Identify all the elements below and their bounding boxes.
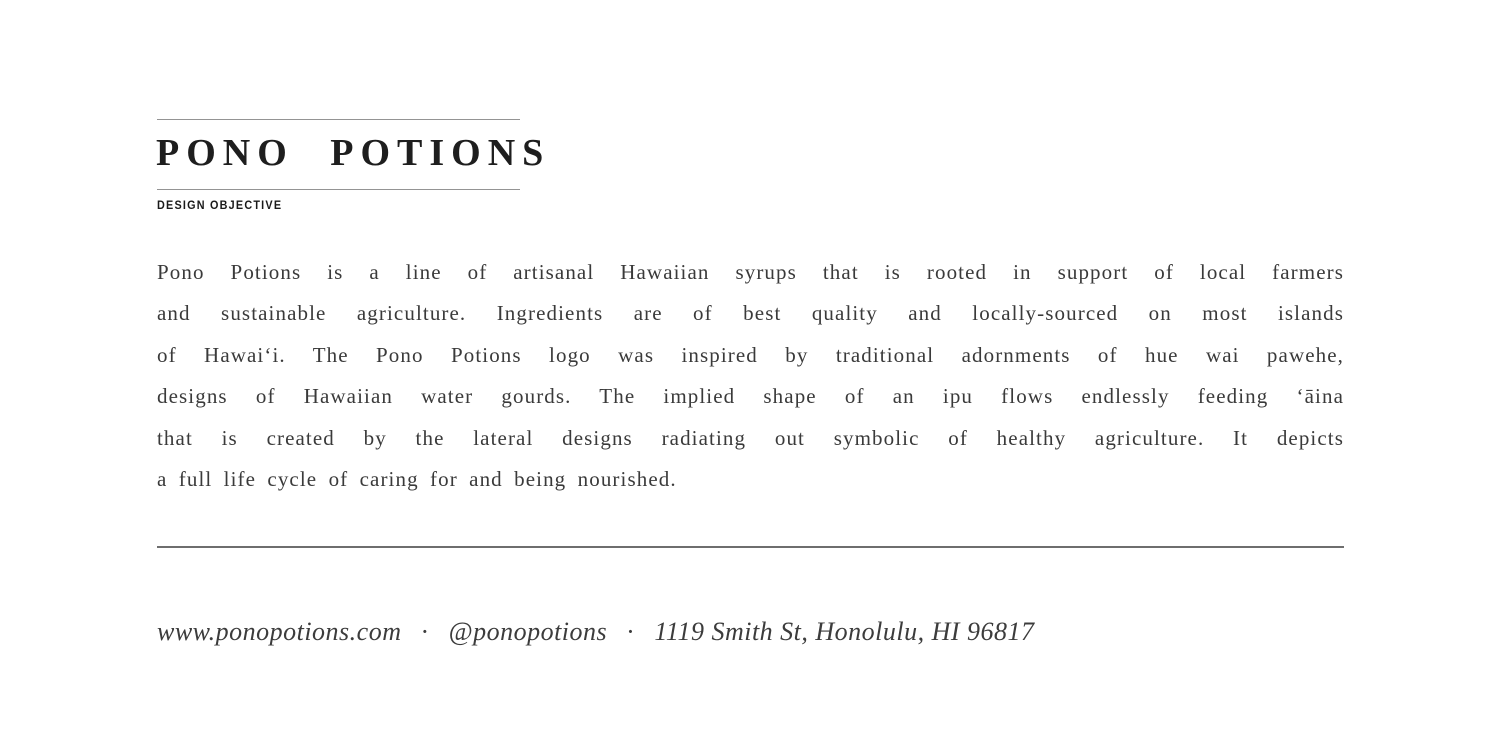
paragraph-line: a full life cycle of caring for and being nourished.	[157, 467, 677, 492]
footer-divider	[157, 546, 1344, 548]
separator-dot: ·	[420, 617, 430, 646]
street-address: 1119 Smith St, Honolulu, HI 96817	[654, 617, 1035, 646]
separator-dot: ·	[626, 617, 636, 646]
brand-title: PONO POTIONS	[156, 132, 551, 174]
website-url: www.ponopotions.com	[157, 617, 402, 646]
paragraph-line: that is created by the lateral designs radiating out symbolic of healthy agriculture. It depicts	[157, 425, 1344, 450]
section-label: DESIGN OBJECTIVE	[157, 200, 283, 212]
paragraph-line: Pono Potions is a line of artisanal Hawaiian syrups that is rooted in support of local farmers	[157, 260, 1344, 284]
social-handle: @ponopotions	[448, 617, 608, 646]
paragraph-line: of Hawaiʻi. The Pono Potions logo was inspired by traditional adornments of hue wai pawehe,	[157, 342, 1344, 367]
masthead-bottom-rule	[157, 189, 520, 190]
paragraph-line: and sustainable agriculture. Ingredients are of best quality and locally-sourced on most islands	[157, 301, 1344, 326]
masthead-top-rule	[157, 119, 520, 120]
design-objective-paragraph	[157, 252, 1344, 500]
paragraph-line: designs of Hawaiian water gourds. The implied shape of an ipu flows endlessly feeding ʻāina	[157, 384, 1344, 409]
contact-info	[157, 617, 1035, 647]
